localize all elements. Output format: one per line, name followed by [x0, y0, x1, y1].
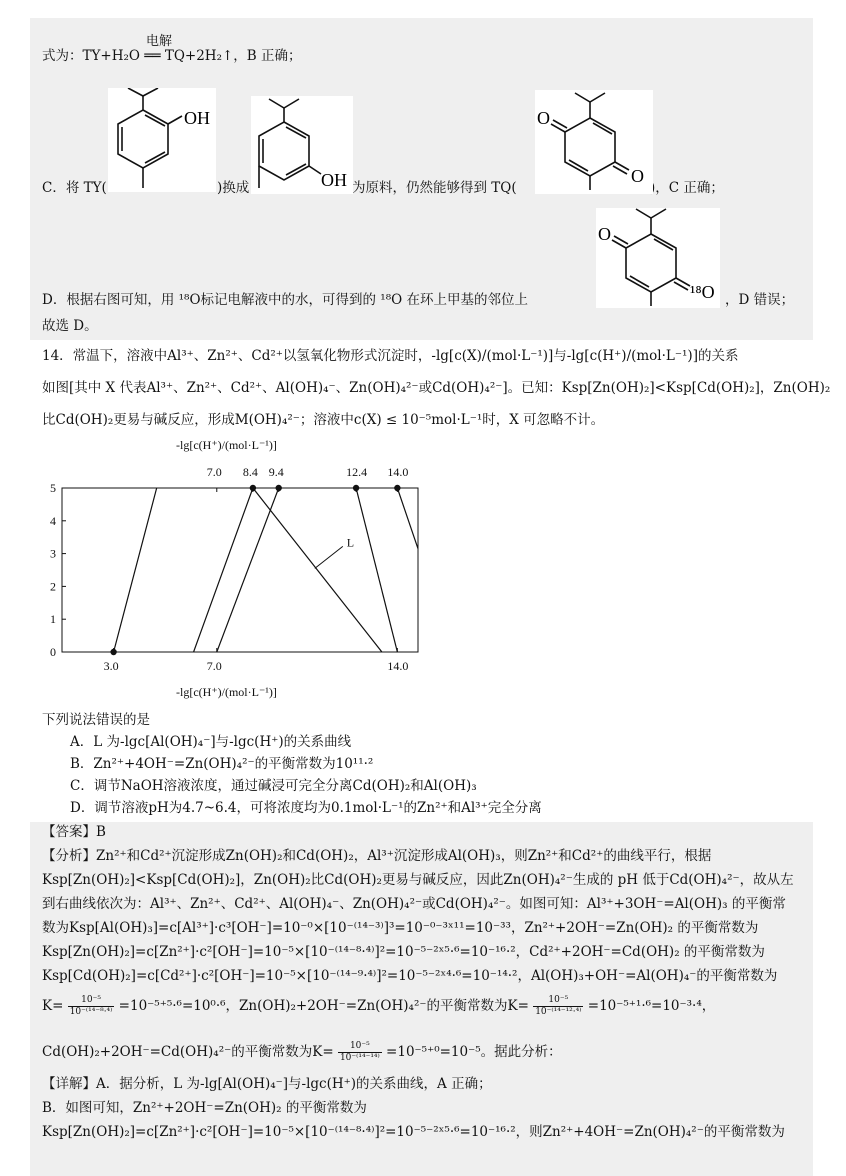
analysis-line-3: 到右曲线依次为：Al³⁺、Zn²⁺、Cd²⁺、Al(OH)₄⁻、Zn(OH)₄²⁻或Cd(OH)₄²⁻。如图可知：Al³⁺+3OH⁻=Al(OH)₃ 的平衡常 [42, 896, 786, 912]
question-line-3: 比Cd(OH)₂更易与碱反应，形成M(OH)₄²⁻；溶液中c(X) ≤ 10⁻⁵mol·L⁻¹时，X 可忽略不计。 [42, 412, 605, 428]
option-a: A．L 为-lgc[Al(OH)₄⁻]与-lgc(H⁺)的关系曲线 [70, 734, 352, 750]
ph-precipitation-chart [30, 434, 450, 706]
curve-l-label: L [346, 535, 355, 550]
carbonyl-o-label-2: O [631, 166, 644, 186]
data-point [353, 485, 359, 491]
analysis-line-6: Ksp[Cd(OH)₂]=c[Cd²⁺]·c²[OH⁻]=10⁻⁵×[10⁻⁽¹⁴⁻⁹·⁴⁾]²=10⁻⁵⁻²ˣ⁴·⁶=10⁻¹⁴·²，Al(OH)₃+OH⁻=Al(OH)₄⁻的平衡常数为 [42, 968, 778, 984]
top-x-tick-label: 7.0 [206, 465, 222, 479]
series-line-6 [397, 488, 418, 549]
series-line-3 [217, 488, 279, 652]
fraction-3: $\frac{\text{10⁻⁵}}{\text{10⁻⁽¹⁴⁻¹⁴⁾}}$ [339, 1041, 380, 1063]
series-line-2 [194, 488, 253, 652]
question-prompt: 下列说法错误的是 [42, 712, 150, 728]
option-b: B．Zn²⁺+4OH⁻=Zn(OH)₄²⁻的平衡常数为10¹¹·² [70, 756, 374, 772]
detail-line-3: Ksp[Zn(OH)₂]=c[Zn²⁺]·c²[OH⁻]=10⁻⁵×[10⁻⁽¹⁴⁻⁸·⁴⁾]²=10⁻⁵⁻²ˣ⁵·⁶=10⁻¹⁶·²，则Zn²⁺+4OH⁻=Zn(OH)₄²⁻的平衡常数为 [42, 1124, 785, 1140]
carbonyl-o-label-1: O [537, 108, 550, 128]
option-d-text-2: ，D 错误； [725, 292, 795, 308]
answer-label: 【答案】B [42, 824, 106, 840]
molecule-ty-image [108, 88, 216, 192]
fraction-2: $\frac{\text{10⁻⁵}}{\text{10⁻⁽¹⁴⁻¹²·⁴⁾}}$ [535, 995, 582, 1017]
hydroxyl-label: OH [184, 108, 210, 128]
option-c-text-2: )换成 [217, 180, 250, 196]
y-tick-label: 5 [50, 481, 56, 495]
option-c-explanation: C．将 TY( [42, 180, 107, 196]
curve-l-leader [315, 546, 343, 568]
molecule-isomer-image [251, 96, 353, 194]
y-tick-label: 2 [50, 579, 56, 594]
option-d: D．调节溶液pH为4.7~6.4，可将浓度均为0.1mol·L⁻¹的Zn²⁺和Al³⁺完全分离 [70, 800, 542, 816]
data-point [394, 485, 400, 491]
conclusion-line: 故选 D。 [42, 318, 98, 334]
equilibrium-constant-line-1: K= $\frac{\text{10⁻⁵}}{\text{10⁻⁽¹⁴⁻⁸·⁴⁾}}$ =10⁻⁵⁺⁵·⁶=10⁰·⁶，Zn(OH)₂+2OH⁻=Zn(OH)₄²⁻的平衡常数为K= $\frac{\text{10⁻⁵}}{\text{10⁻⁽¹⁴⁻¹²·⁴⁾}}$ =10⁻⁵⁺¹·⁶=10⁻³·⁴， [42, 995, 716, 1017]
hydroxyl-label-2: OH [321, 170, 347, 190]
analysis-line-4: 数为Ksp[Al(OH)₃]=c[Al³⁺]·c³[OH⁻]=10⁻⁰×[10⁻⁽¹⁴⁻³⁾]³=10⁻⁰⁻³ˣ¹¹=10⁻³³，Zn²⁺+2OH⁻=Zn(OH)₂ 的平衡常数为 [42, 920, 759, 936]
y-tick-label: 0 [50, 645, 56, 659]
series-line-1 [114, 488, 157, 652]
top-x-tick-label: 12.4 [346, 465, 368, 479]
analysis-line-5: Ksp[Zn(OH)₂]=c[Zn²⁺]·c²[OH⁻]=10⁻⁵×[10⁻⁽¹⁴⁻⁸·⁴⁾]²=10⁻⁵⁻²ˣ⁵·⁶=10⁻¹⁶·²，Cd²⁺+2OH⁻=Cd(OH)₂ 的平衡常数为 [42, 944, 765, 960]
option-c-text-3: 为原料，仍然能够得到 TQ( [352, 180, 517, 196]
option-c-text-4: )，C 正确； [650, 180, 724, 196]
y-tick-label: 1 [50, 612, 56, 627]
molecule-tq-image [535, 90, 653, 194]
x-tick-label: 7.0 [206, 659, 222, 673]
analysis-line-2: Ksp[Zn(OH)₂]<Ksp[Cd(OH)₂]，Zn(OH)₂比Cd(OH)₂更易与碱反应，因此Zn(OH)₄²⁻生成的 pH 低于Cd(OH)₄²⁻，故从左 [42, 872, 794, 888]
top-axis-label: -lg[c(H⁺)/(mol·L⁻¹)] [176, 438, 277, 452]
y-tick-label: 4 [50, 513, 56, 528]
y-tick-label: 3 [50, 546, 56, 561]
detail-line-2: B．如图可知，Zn²⁺+2OH⁻=Zn(OH)₂ 的平衡常数为 [42, 1100, 367, 1116]
question-line-2: 如图[其中 X 代表Al³⁺、Zn²⁺、Cd²⁺、Al(OH)₄⁻、Zn(OH)₄²⁻或Cd(OH)₄²⁻]。已知：Ksp[Zn(OH)₂]<Ksp[Cd(OH)₂]，Zn(OH)₂ [42, 380, 831, 396]
data-point [110, 649, 116, 655]
electrolysis-label: 电解 [146, 34, 173, 49]
question-line-1: 14．常温下，溶液中Al³⁺、Zn²⁺、Cd²⁺以氢氧化物形式沉淀时，-lg[c(X)/(mol·L⁻¹)]与-lg[c(H⁺)/(mol·L⁻¹)]的关系 [42, 348, 739, 364]
top-x-tick-label: 9.4 [268, 465, 284, 479]
bottom-axis-label: -lg[c(H⁺)/(mol·L⁻¹)] [176, 685, 277, 699]
detail-line-1: 【详解】A．据分析，L 为-lg[Al(OH)₄⁻]与-lgc(H⁺)的关系曲线，A 正确； [42, 1076, 492, 1092]
carbonyl-o-label-3: O [598, 224, 611, 244]
o18-label: ¹⁸O [690, 282, 715, 302]
analysis-line-1: 【分析】Zn²⁺和Cd²⁺沉淀形成Zn(OH)₂和Cd(OH)₂，Al³⁺沉淀形成Al(OH)₃，则Zn²⁺和Cd²⁺的曲线平行，根据 [42, 848, 712, 864]
equilibrium-constant-line-2: Cd(OH)₂+2OH⁻=Cd(OH)₄²⁻的平衡常数为K= $\frac{\text{10⁻⁵}}{\text{10⁻⁽¹⁴⁻¹⁴⁾}}$ =10⁻⁵⁺⁰=10⁻⁵。据此分析： [42, 1041, 562, 1063]
option-c: C．调节NaOH溶液浓度，通过碱浸可完全分离Cd(OH)₂和Al(OH)₃ [70, 778, 477, 794]
top-x-tick-label: 14.0 [387, 465, 409, 479]
data-point [250, 485, 256, 491]
molecule-o18-image [596, 208, 720, 308]
x-tick-label: 14.0 [387, 659, 409, 673]
option-d-explanation: D．根据右图可知，用 ¹⁸O标记电解液中的水，可得到的 ¹⁸O 在环上甲基的邻位上 [42, 292, 528, 308]
fraction-1: $\frac{\text{10⁻⁵}}{\text{10⁻⁽¹⁴⁻⁸·⁴⁾}}$ [69, 995, 113, 1017]
plot-frame [62, 488, 418, 652]
x-tick-label: 3.0 [103, 659, 119, 673]
data-point [275, 485, 281, 491]
equation-line: 式为：TY+H₂O ══ TQ+2H₂↑，B 正确； [42, 48, 302, 64]
top-x-tick-label: 8.4 [242, 465, 258, 479]
